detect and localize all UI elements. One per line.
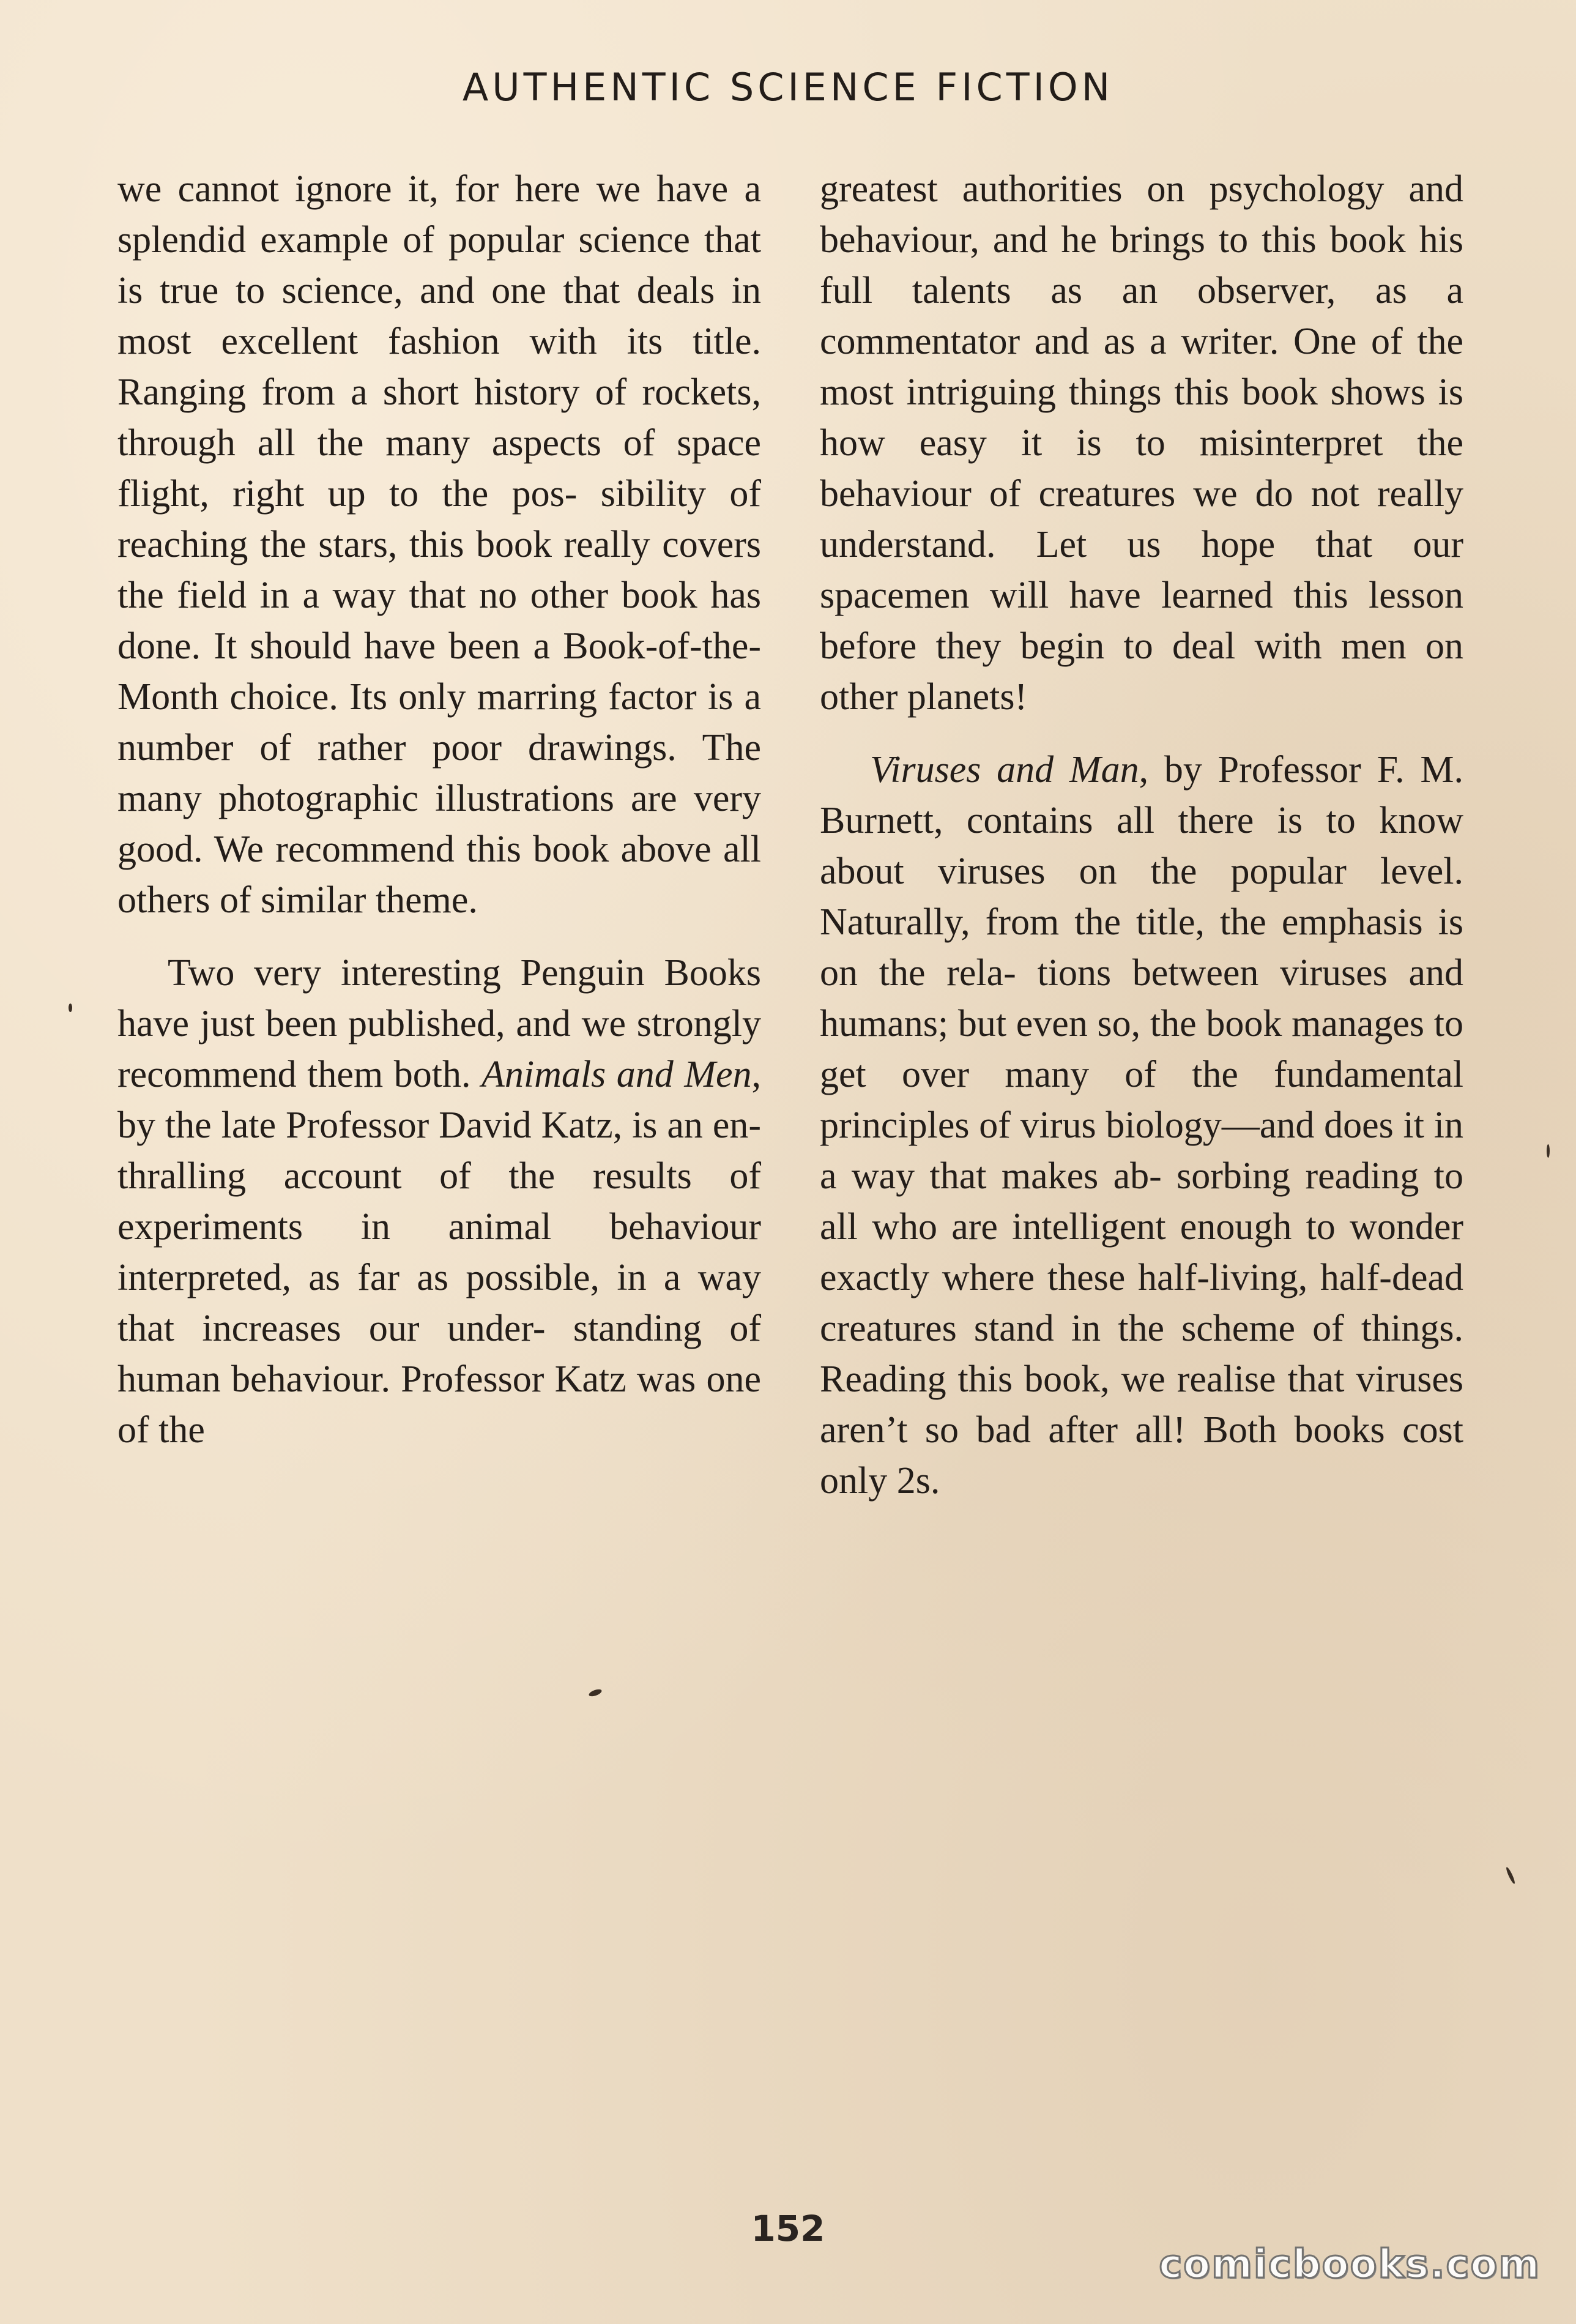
left-paragraph-2-intro: Two very interesting Penguin Books have just been published, and we strongly recommend them both. (117, 952, 761, 1095)
left-column (117, 164, 761, 1478)
paper-speck (1505, 1866, 1516, 1885)
left-paragraph-2-body: , by the late Professor David Katz, is an en- thralling account of the results of experiments in animal behaviour interpreted, as far as possible, in a way that increases our under- standing of human behaviour. Professor Katz was one of the (117, 1054, 761, 1451)
left-paragraph-1: we cannot ignore it, for here we have a splendid example of popular science that is true to science, and one that deals in most excellent fashion with its title. Ranging from a short history of rockets, through all the many aspects of space flight, right up to the pos- sibility of reaching the stars, this book really covers the field in a way that no other book has done. It should have been a Book-of-the- Month choice. Its only marring factor is a number of rather poor drawings. The many photographic illustrations are very good. We recommend this book above all others of similar theme. (117, 168, 761, 921)
paper-speck (588, 1688, 603, 1698)
book-title-animals-and-men: Animals and Men (481, 1054, 752, 1095)
right-column (820, 164, 1463, 1529)
site-watermark: comicbooks.com (1159, 2242, 1541, 2287)
paper-speck (69, 1004, 72, 1012)
right-paragraph-2 (820, 745, 1463, 1507)
right-paragraph-1: greatest authorities on psychology and behaviour, and he brings to this book his full talents as an observer, as a commentator and as a writer. One of the most intriguing things this book shows is how easy it is to misinterpret the behaviour of creatures we do not really understand. Let us hope that our spacemen will have learned this lesson before they begin to deal with men on other planets! (820, 168, 1463, 718)
running-header: AUTHENTIC SCIENCE FICTION (462, 65, 1114, 110)
left-paragraph-2 (117, 948, 761, 1456)
page-number: 152 (751, 2208, 825, 2249)
book-title-viruses-and-man: Viruses and Man (870, 749, 1139, 791)
right-paragraph-2-body: , by Professor F. M. Burnett, contains all there is to know about viruses on the popular level. Naturally, from the title, the emphasis is on the rela- tions between viruses and humans; but even so, the book manages to get over many of the fundamental principles of virus biology—and does it in a way that makes ab- sorbing reading to all who are intelligent enough to wonder exactly where these half-living, half-dead creatures stand in the scheme of things. Reading this book, we realise that viruses aren’t so bad after all! Both books cost only 2s. (820, 749, 1464, 1502)
paper-speck (1547, 1144, 1550, 1158)
